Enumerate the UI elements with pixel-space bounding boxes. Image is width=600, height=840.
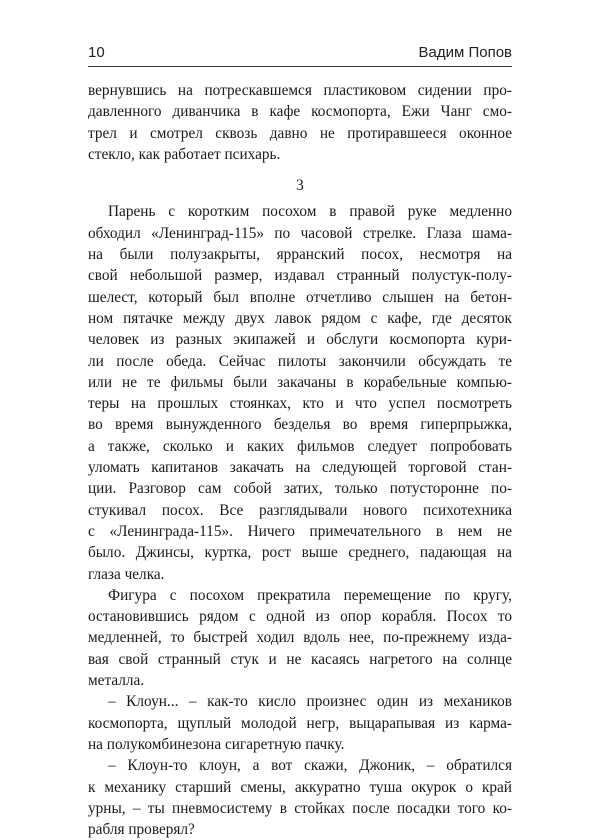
paragraph <box>88 585 512 691</box>
text-line: свой небольшой размер, издавал странный полустук-полу- <box>88 267 512 285</box>
page-number: 10 <box>88 44 105 61</box>
text-line: космопорта, щуплый молодой негр, выцарапывая из карма- <box>88 714 512 732</box>
text-line: теры на прошлых стоянках, кто и что успел посмотреть <box>88 395 512 413</box>
paragraph <box>88 201 512 584</box>
text-line: трел и смотрел сквозь давно не протиравшееся оконное <box>88 124 512 142</box>
text-line: уломать капитанов закачать на следующей торговой стан- <box>88 459 512 477</box>
text-line: глаза челка. <box>88 565 165 583</box>
text-line: к механику старший смены, аккуратно туша окурок о край <box>88 778 512 796</box>
text-line: на были полузакрыты, ярранский посох, несмотря на <box>88 246 512 264</box>
running-header <box>88 44 512 61</box>
text-line: во время вынужденного безделья во время гиперпрыжка, <box>88 416 512 434</box>
text-line: остановившись рядом с одной из опор корабля. Посох то <box>88 608 512 626</box>
text-line: ном пятачке между двух лавок рядом с кафе, где десяток <box>88 309 512 327</box>
text-line: было. Джинсы, куртка, рост выше среднего, падающая на <box>88 544 512 562</box>
text-line: давленного диванчика в кафе космопорта, Ежи Чанг смо- <box>88 103 512 121</box>
page-body <box>88 80 512 840</box>
text-line: рабля проверял? <box>88 821 195 839</box>
text-line: медленней, то быстрей ходил вдоль нее, по-прежнему изда- <box>88 629 512 647</box>
text-line: или не те фильмы были закачаны в корабельные компью- <box>88 373 512 391</box>
text-line: Фигура с посохом прекратила перемещение по кругу, <box>108 586 512 604</box>
section-number: 3 <box>296 177 304 195</box>
text-line: Парень с коротким посохом в правой руке медленно <box>108 203 512 221</box>
text-line: на полукомбинезона сигаретную пачку. <box>88 735 345 753</box>
text-line: – Клоун-то клоун, а вот скажи, Джоник, – обратился <box>108 757 512 775</box>
paragraph <box>88 691 512 755</box>
text-line: стукивал посох. Все разглядывали нового психотехника <box>88 501 512 519</box>
author-name: Вадим Попов <box>418 44 512 61</box>
text-line: ции. Разговор сам собой затих, только потусторонне по- <box>88 480 512 498</box>
text-line: с «Ленинграда-115». Ничего примечательного в нем не <box>88 522 512 540</box>
paragraph-continued <box>88 80 512 165</box>
text-line: обходил «Ленинград-115» по часовой стрелке. Глаза шама- <box>88 224 512 242</box>
text-line: вернувшись на потрескавшемся пластиковом сидении про- <box>88 82 512 99</box>
text-line: ли после обеда. Сейчас пилоты закончили обсуждать те <box>88 352 512 370</box>
text-line: а также, сколько и каких фильмов следует попробовать <box>88 437 512 455</box>
text-line: вая свой странный стук и не касаясь нагретого на солнце <box>88 650 512 668</box>
text-line: человек из разных экипажей и обслуги космопорта кури- <box>88 331 512 349</box>
text-line: – Клоун... – как-то кисло произнес один из механиков <box>108 693 512 711</box>
paragraph <box>88 755 512 840</box>
text-line: урны, – ты пневмосистему в стойках после посадки того ко- <box>88 799 512 817</box>
text-line: стекло, как работает психарь. <box>88 145 281 163</box>
text-line: шелест, который был вполне отчетливо слышен на бетон- <box>88 288 512 306</box>
header-rule <box>88 66 512 67</box>
text-line: металла. <box>88 672 145 690</box>
